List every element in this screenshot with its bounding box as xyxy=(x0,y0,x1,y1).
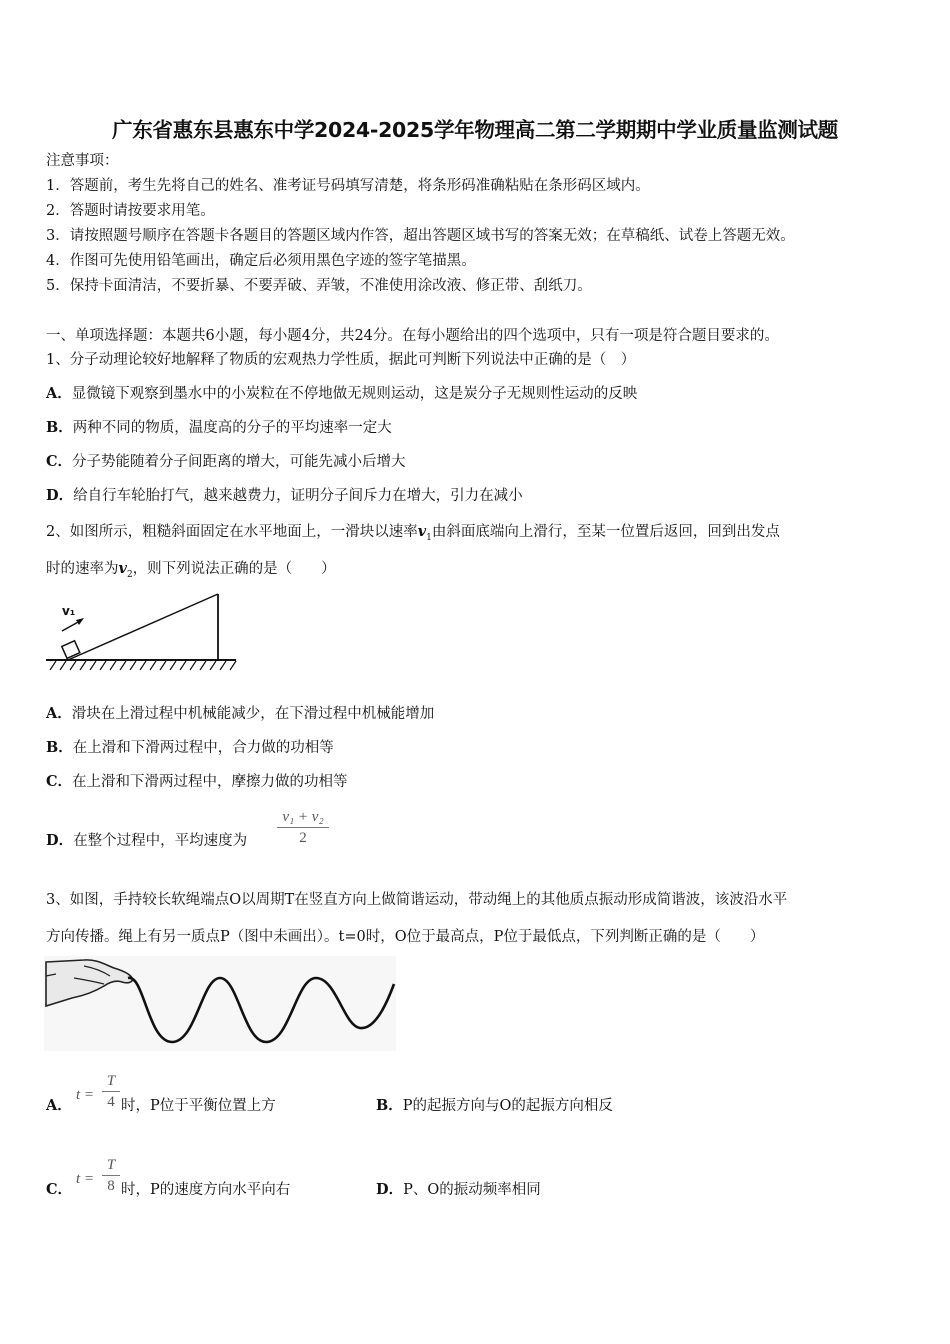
stem-text: 由斜面底端向上滑行，至某一位置后返回，回到出发点 xyxy=(431,524,780,540)
option-text: 显微镜下观察到墨水中的小炭粒在不停地做无规则运动，这是炭分子无规则性运动的反映 xyxy=(71,386,638,402)
q2-option-b xyxy=(46,738,334,758)
option-text: 在上滑和下滑两过程中，摩擦力做的功相等 xyxy=(72,774,348,790)
q1-option-c xyxy=(46,452,406,472)
q3-stem-line1: 3、如图，手持较长软绳端点O以周期T在竖直方向上做简谐运动，带动绳上的其他质点振动形成简谐波，该波沿水平 xyxy=(46,892,788,908)
subscript: 1 xyxy=(426,532,432,543)
fraction-denominator: 2 xyxy=(299,830,307,846)
notice-heading: 注意事项： xyxy=(46,153,119,169)
option-text: 滑块在上滑过程中机械能减少，在下滑过程中机械能增加 xyxy=(71,706,435,722)
option-letter: C． xyxy=(46,773,73,790)
option-letter: C． xyxy=(46,453,73,470)
rope-wave-figure xyxy=(44,956,396,1051)
fraction-bar xyxy=(102,1091,120,1092)
option-letter: B． xyxy=(376,1097,403,1114)
notice-item: 3．请按照题号顺序在答题卡各题目的答题区域内作答，超出答题区域书写的答案无效；在草稿纸、试卷上答题无效。 xyxy=(46,228,795,244)
option-text: P的起振方向与O的起振方向相反 xyxy=(402,1098,613,1114)
q2-stem-line1 xyxy=(46,522,780,548)
notice-item: 4．作图可先使用铅笔画出，确定后必须用黑色字迹的签字笔描黑。 xyxy=(46,253,476,269)
q2-option-c xyxy=(46,772,348,792)
option-letter: D． xyxy=(46,832,74,849)
q3-option-c-text: 时，P的速度方向水平向右 xyxy=(121,1182,291,1198)
notice-item: 5．保持卡面清洁，不要折暴、不要弄破、弄皱，不准使用涂改液、修正带、刮纸刀。 xyxy=(46,278,592,294)
fraction-bar xyxy=(277,827,329,828)
section-heading: 一、单项选择题：本题共6小题，每小题4分，共24分。在每小题给出的四个选项中，只有一项是符合题目要求的。 xyxy=(46,328,779,344)
fraction-denominator: 8 xyxy=(107,1178,115,1194)
option-letter: B． xyxy=(46,739,73,756)
q3-option-d xyxy=(376,1180,541,1200)
fraction-denominator: 4 xyxy=(107,1094,115,1110)
subscript: 2 xyxy=(126,569,133,580)
fraction-body xyxy=(102,1072,120,1111)
option-letter: B． xyxy=(46,419,73,436)
fraction-lhs: t = xyxy=(76,1171,95,1187)
option-letter: A． xyxy=(46,385,72,402)
option-text: 在整个过程中，平均速度为 xyxy=(73,833,248,849)
fraction-numerator: T xyxy=(106,1157,116,1173)
fraction-bar xyxy=(102,1175,120,1176)
average-velocity-fraction xyxy=(277,808,329,847)
fraction-lhs: t = xyxy=(76,1087,95,1103)
q2-option-d xyxy=(46,831,247,851)
fraction-body xyxy=(102,1156,120,1195)
q2-stem-line2 xyxy=(46,559,336,585)
option-text: P、O的振动频率相同 xyxy=(403,1182,541,1198)
fraction-numerator: v₁ + v₂ xyxy=(282,809,324,825)
option-text: 分子势能随着分子间距离的增大，可能先减小后增大 xyxy=(72,454,406,470)
stem-text: 2、如图所示，粗糙斜面固定在水平地面上，一滑块以速率 xyxy=(46,524,418,540)
q1-option-b xyxy=(46,418,392,438)
q1-option-d xyxy=(46,486,523,506)
option-letter: A． xyxy=(46,705,72,722)
q1-option-a xyxy=(46,384,637,404)
option-letter: C． xyxy=(46,1181,73,1198)
notice-item: 2．答题时请按要求用笔。 xyxy=(46,203,215,219)
stem-text: 时的速率为 xyxy=(46,561,119,577)
option-letter: D． xyxy=(46,487,74,504)
q3-option-c-letter xyxy=(46,1180,72,1200)
q3-option-a-letter xyxy=(46,1096,72,1116)
notice-item: 1．答题前，考生先将自己的姓名、准考证号码填写清楚，将条形码准确粘贴在条形码区域内。 xyxy=(46,178,650,194)
page-title: 广东省惠东县惠东中学2024-2025学年物理高二第二学期期中学业质量监测试题 xyxy=(112,118,838,142)
option-text: 给自行车轮胎打气，越来越费力，证明分子间斥力在增大，引力在减小 xyxy=(73,488,523,504)
option-text: 在上滑和下滑两过程中，合力做的功相等 xyxy=(72,740,334,756)
incline-figure xyxy=(44,590,238,672)
q3-option-b xyxy=(376,1096,613,1116)
q3-option-a-text: 时，P位于平衡位置上方 xyxy=(121,1098,276,1114)
stem-text: ，则下列说法正确的是（ ） xyxy=(132,561,336,577)
option-letter: A． xyxy=(46,1097,72,1114)
q1-stem: 1、分子动理论较好地解释了物质的宏观热力学性质，据此可判断下列说法中正确的是（ ） xyxy=(46,352,636,368)
velocity-label: v₁ xyxy=(62,604,76,618)
q3-stem-line2: 方向传播。绳上有另一质点P（图中未画出）。t=0时，O位于最高点，P位于最低点，下列判断正确的是（ ） xyxy=(46,929,765,945)
q2-option-a xyxy=(46,704,434,724)
fraction-numerator: T xyxy=(106,1073,116,1089)
option-letter: D． xyxy=(376,1181,404,1198)
option-text: 两种不同的物质，温度高的分子的平均速率一定大 xyxy=(72,420,392,436)
var-v1: v xyxy=(417,523,427,540)
var-v2: v xyxy=(118,560,127,577)
